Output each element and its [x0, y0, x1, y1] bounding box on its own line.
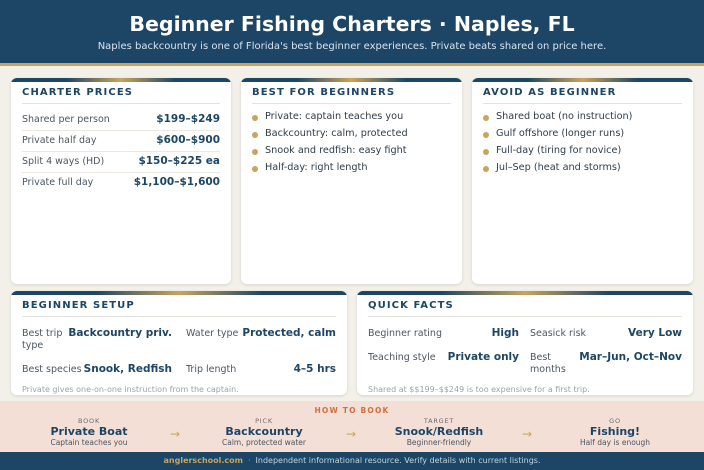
list-item	[483, 111, 685, 127]
list-item-text: Gulf offshore (longer runs)	[496, 128, 625, 139]
step-go	[540, 417, 690, 447]
price-row	[22, 131, 220, 152]
page-title: Beginner Fishing Charters · Naples, FL	[129, 12, 575, 36]
step-subtitle: Calm, protected water	[221, 438, 306, 447]
price-row	[22, 173, 220, 194]
page-footer	[0, 452, 704, 470]
list-item	[252, 128, 454, 144]
seasick-risk-label: Seasick risk	[530, 328, 587, 339]
step-target	[364, 417, 514, 447]
list-item-text: Shared boat (no instruction)	[496, 111, 633, 122]
water-type-value: Protected, calm	[242, 327, 336, 339]
step-name: Backcountry	[225, 425, 303, 438]
bullet-icon	[483, 115, 489, 121]
card-divider	[252, 103, 451, 104]
price-row	[22, 110, 220, 131]
step-subtitle: Beginner-friendly	[406, 438, 472, 447]
arrow-right-icon: →	[346, 427, 357, 441]
quick-facts-note: Shared at $$199–$$249 is too expensive for a first trip.	[368, 385, 590, 394]
bullet-icon	[483, 132, 489, 138]
step-name: Fishing!	[589, 425, 641, 438]
footer-separator: ·	[247, 456, 251, 465]
quick-facts-title: QUICK FACTS	[368, 300, 454, 311]
water-type-label: Water type	[186, 328, 239, 339]
setup-note: Private gives one-on-one instruction from the captain.	[22, 385, 239, 394]
best-species-label: Best species	[22, 364, 82, 375]
charter-prices-card	[11, 78, 231, 284]
price-value: $199–$249	[156, 113, 220, 125]
footer-disclaimer: Independent informational resource. Verify details with current listings.	[255, 456, 541, 465]
step-tag: BOOK	[77, 417, 101, 425]
site-link[interactable]: anglerschool.com	[163, 456, 243, 465]
card-accent-bar	[241, 78, 462, 82]
bullet-icon	[252, 166, 258, 172]
seasick-risk-value: Very Low	[628, 327, 682, 339]
price-value: $150–$225 ea	[138, 155, 220, 167]
page-header	[0, 0, 704, 66]
avoid-as-beginner-title: AVOID AS BEGINNER	[483, 87, 617, 98]
list-item-text: Private: captain teaches you	[265, 111, 404, 122]
arrow-right-icon: →	[522, 427, 533, 441]
bullet-icon	[483, 149, 489, 155]
price-value: $600–$900	[156, 134, 220, 146]
step-pick	[189, 417, 339, 447]
how-to-book-title: HOW TO BOOK	[314, 406, 390, 415]
price-row	[22, 152, 220, 173]
trip-length-label: Trip length	[186, 364, 237, 375]
beginner-rating-label: Beginner rating	[368, 328, 442, 339]
charter-prices-title: CHARTER PRICES	[22, 87, 134, 98]
list-item-text: Backcountry: calm, protected	[265, 128, 408, 139]
step-subtitle: Half day is enough	[579, 438, 651, 447]
arrow-right-icon: →	[170, 427, 181, 441]
step-book	[14, 417, 164, 447]
best-trip-type-label: Best trip type	[22, 328, 63, 351]
bullet-icon	[252, 115, 258, 121]
list-item	[483, 162, 685, 178]
bullet-icon	[252, 132, 258, 138]
price-label: Private half day	[22, 135, 97, 146]
how-to-book-strip	[0, 401, 704, 452]
card-divider	[22, 316, 336, 317]
best-species-value: Snook, Redfish	[83, 363, 172, 375]
beginner-setup-card	[11, 291, 347, 395]
list-item	[252, 145, 454, 161]
best-for-beginners-title: BEST FOR BEGINNERS	[252, 87, 396, 98]
teaching-style-value: Private only	[447, 351, 519, 363]
best-trip-type-value: Backcountry priv.	[68, 327, 172, 339]
teaching-style-label: Teaching style	[368, 352, 436, 363]
price-label: Split 4 ways (HD)	[22, 156, 105, 167]
beginner-rating-value: High	[491, 327, 519, 339]
step-subtitle: Captain teaches you	[50, 438, 128, 447]
step-name: Private Boat	[50, 425, 128, 438]
trip-length-value: 4–5 hrs	[293, 363, 336, 375]
bullet-icon	[483, 166, 489, 172]
card-accent-bar	[11, 78, 231, 82]
card-divider	[368, 316, 682, 317]
list-item	[252, 111, 454, 127]
best-months-value: Mar–Jun, Oct–Nov	[579, 351, 682, 363]
list-item	[483, 145, 685, 161]
avoid-as-beginner-card	[472, 78, 693, 284]
price-label: Shared per person	[22, 114, 110, 125]
price-value: $1,100–$1,600	[133, 176, 220, 188]
step-name: Snook/Redfish	[394, 425, 484, 438]
list-item-text: Half-day: right length	[265, 162, 368, 173]
card-divider	[483, 103, 682, 104]
step-tag: PICK	[255, 417, 273, 425]
quick-facts-card	[357, 291, 693, 395]
card-accent-bar	[11, 291, 347, 295]
card-divider	[22, 103, 220, 104]
card-accent-bar	[357, 291, 693, 295]
bullet-icon	[252, 149, 258, 155]
list-item-text: Snook and redfish: easy fight	[265, 145, 407, 156]
list-item	[252, 162, 454, 178]
beginner-setup-title: BEGINNER SETUP	[22, 300, 135, 311]
best-months-label: Best months	[530, 352, 566, 375]
list-item-text: Full-day (tiring for novice)	[496, 145, 622, 156]
list-item-text: Jul–Sep (heat and storms)	[496, 162, 621, 173]
best-for-beginners-card	[241, 78, 462, 284]
card-accent-bar	[472, 78, 693, 82]
step-tag: TARGET	[423, 417, 455, 425]
price-label: Private full day	[22, 177, 94, 188]
list-item	[483, 128, 685, 144]
page-subtitle: Naples backcountry is one of Florida's best beginner experiences. Private beats shared on price here.	[97, 41, 607, 52]
step-tag: GO	[609, 417, 621, 425]
